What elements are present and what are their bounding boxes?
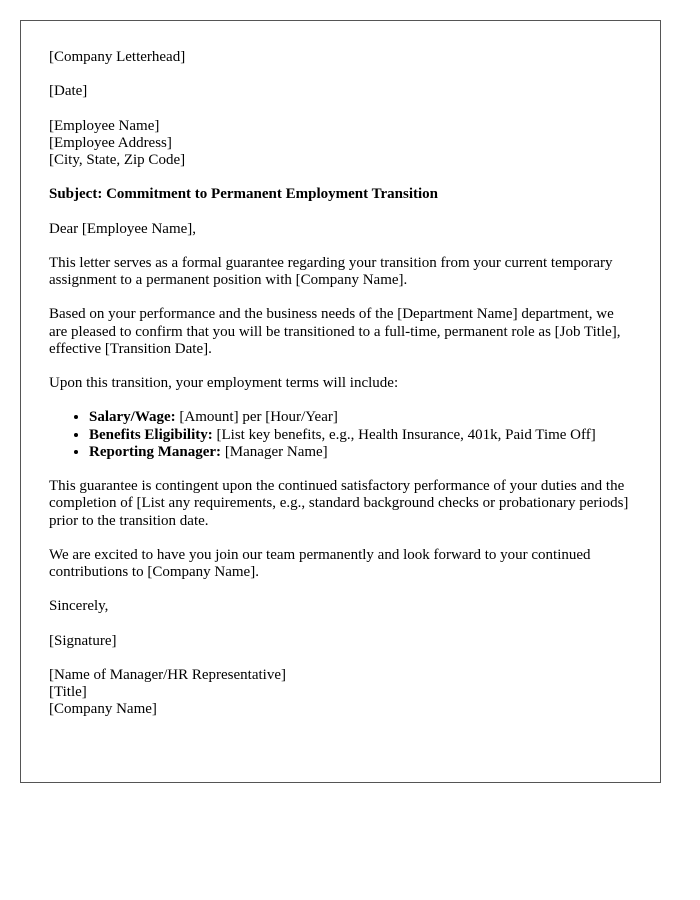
term-value: [Manager Name] bbox=[221, 443, 328, 460]
body-paragraph: This guarantee is contingent upon the continued satisfactory performance of your duties and the completion of [List any requirements, e.g., standard background checks or probationary periods] prior to the transition date. bbox=[49, 478, 629, 529]
date: [Date] bbox=[49, 83, 88, 100]
body-paragraph: Upon this transition, your employment terms will include: bbox=[49, 375, 399, 391]
body-paragraph: This letter serves as a formal guarantee regarding your transition from your current temporary assignment to a permanent position with [Company Name]. bbox=[49, 254, 613, 288]
letter bbox=[20, 20, 661, 783]
recipient-address: [Employee Address] bbox=[49, 134, 172, 151]
body-paragraph: Based on your performance and the business needs of the [Department Name] department, we are pleased to confirm that you will be transitioned to a full-time, permanent role as [Job Title], effective [Transition Date]. bbox=[49, 306, 621, 357]
subject: Subject: Commitment to Permanent Employment Transition bbox=[49, 186, 438, 203]
body-paragraph: We are excited to have you join our team permanently and look forward to your continued contributions to [Company Name]. bbox=[49, 546, 591, 580]
signer-block bbox=[49, 667, 632, 719]
signature: [Signature] bbox=[49, 632, 117, 649]
term-label: Benefits Eligibility: bbox=[89, 426, 213, 443]
term-label: Salary/Wage: bbox=[89, 409, 176, 426]
signer-title: [Title] bbox=[49, 684, 87, 700]
signer-company: [Company Name] bbox=[49, 701, 157, 718]
term-item bbox=[89, 444, 632, 461]
term-value: [List key benefits, e.g., Health Insurance, 401k, Paid Time Off] bbox=[212, 426, 596, 443]
recipient-name: [Employee Name] bbox=[49, 117, 160, 134]
salutation: Dear [Employee Name], bbox=[49, 220, 197, 237]
signoff: Sincerely, bbox=[49, 598, 109, 615]
term-item bbox=[89, 409, 632, 426]
signer-name: [Name of Manager/HR Representative] bbox=[49, 666, 286, 683]
recipient-block bbox=[49, 118, 632, 170]
term-item bbox=[89, 427, 632, 444]
term-label: Reporting Manager: bbox=[89, 443, 222, 460]
recipient-city: [City, State, Zip Code] bbox=[49, 152, 186, 168]
terms-list bbox=[49, 409, 632, 461]
letterhead: [Company Letterhead] bbox=[49, 49, 186, 65]
term-value: [Amount] per [Hour/Year] bbox=[175, 409, 338, 426]
